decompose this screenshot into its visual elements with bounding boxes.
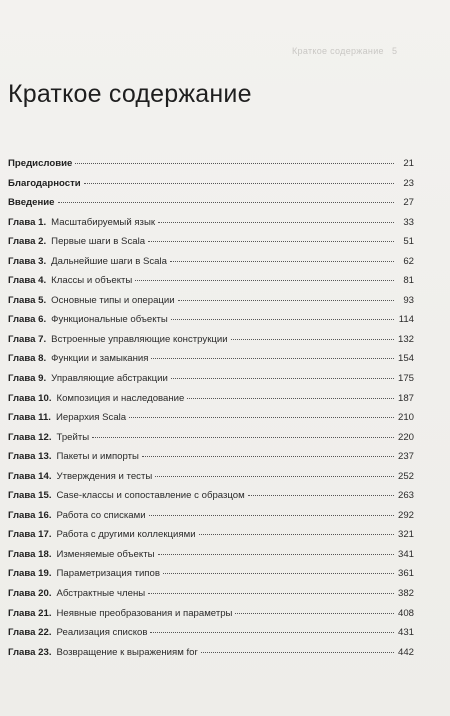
toc-entry (8, 314, 414, 334)
toc-entry-title: Абстрактные члены (56, 588, 146, 600)
toc-entry-page-number: 187 (397, 392, 414, 404)
toc-entry (8, 217, 414, 237)
toc-entry-heading: Глава 12. (8, 431, 52, 443)
toc-entry-page-number: 27 (403, 197, 414, 209)
toc-entry-title: Неявные преобразования и параметры (56, 607, 233, 619)
toc-entry-page-number: 81 (403, 275, 414, 287)
toc-entry-page-number: 51 (403, 236, 414, 248)
toc-entry-heading: Глава 20. (8, 588, 52, 600)
running-head (292, 46, 398, 56)
toc-entry-page-number: 23 (403, 177, 414, 189)
toc-entry-heading: Глава 11. (8, 412, 51, 424)
toc-dot-leader (92, 437, 394, 438)
toc-entry (8, 568, 414, 588)
toc-entry-heading: Глава 14. (8, 470, 52, 482)
toc-entry (8, 236, 414, 256)
table-of-contents (8, 158, 414, 666)
toc-entry-title: Встроенные управляющие конструкции (51, 333, 228, 345)
toc-dot-leader (84, 183, 394, 184)
toc-entry (8, 295, 414, 315)
toc-dot-leader (163, 573, 394, 574)
toc-entry-heading: Глава 9. (8, 373, 47, 385)
toc-dot-leader (235, 613, 394, 614)
toc-entry-heading: Глава 7. (8, 333, 47, 345)
toc-entry-heading: Глава 16. (8, 509, 52, 521)
toc-dot-leader (58, 202, 395, 203)
toc-entry (8, 353, 414, 373)
toc-entry (8, 158, 414, 178)
toc-entry-page-number: 220 (397, 431, 414, 443)
toc-entry-title: Реализация списков (56, 627, 148, 639)
toc-dot-leader (187, 398, 394, 399)
toc-entry (8, 373, 414, 393)
toc-entry-page-number: 408 (397, 607, 414, 619)
toc-entry-page-number: 292 (397, 509, 414, 521)
toc-entry (8, 256, 414, 276)
toc-entry-title: Масштабируемый язык (51, 216, 156, 228)
toc-entry-page-number: 321 (397, 529, 414, 541)
toc-dot-leader (150, 632, 394, 633)
toc-entry-page-number: 21 (403, 158, 414, 169)
toc-entry-page-number: 237 (397, 451, 414, 463)
toc-dot-leader (155, 476, 394, 477)
toc-entry-page-number: 263 (397, 490, 414, 502)
toc-entry-title: Первые шаги в Scala (51, 236, 146, 248)
toc-entry (8, 275, 414, 295)
toc-entry-page-number: 33 (403, 216, 414, 228)
page-title: Краткое содержание (8, 80, 252, 108)
toc-entry-heading: Глава 15. (8, 490, 52, 502)
toc-entry-heading: Глава 2. (8, 236, 47, 248)
running-head-text: Краткое содержание (292, 46, 384, 56)
toc-entry-page-number: 341 (397, 548, 414, 560)
toc-entry-title: Параметризация типов (56, 568, 160, 580)
toc-entry-page-number: 114 (398, 314, 414, 326)
toc-entry (8, 178, 414, 198)
toc-entry-heading: Введение (8, 197, 55, 209)
toc-entry-page-number: 62 (403, 255, 414, 267)
toc-entry-title: Функциональные объекты (51, 314, 168, 326)
toc-entry-title: Изменяемые объекты (56, 548, 155, 560)
toc-dot-leader (148, 593, 394, 594)
toc-entry (8, 490, 414, 510)
toc-entry-title: Функции и замыкания (51, 353, 149, 365)
toc-entry-title: Работа с другими коллекциями (56, 529, 196, 541)
toc-dot-leader (135, 280, 394, 281)
toc-dot-leader (171, 378, 394, 379)
toc-dot-leader (170, 261, 394, 262)
toc-entry-title: Возвращение к выражениям for (56, 646, 198, 658)
toc-entry-heading: Глава 4. (8, 275, 47, 287)
toc-entry-title: Дальнейшие шаги в Scala (51, 255, 167, 267)
toc-entry-heading: Глава 10. (8, 392, 52, 404)
toc-dot-leader (151, 358, 394, 359)
toc-dot-leader (158, 222, 394, 223)
toc-entry-heading: Глава 1. (8, 216, 47, 228)
toc-entry-title: Иерархия Scala (55, 412, 127, 424)
toc-dot-leader (171, 319, 394, 320)
toc-entry-page-number: 132 (397, 333, 414, 345)
toc-entry-page-number: 442 (397, 646, 414, 658)
toc-entry-heading: Глава 6. (8, 314, 47, 326)
toc-dot-leader (149, 515, 394, 516)
toc-entry-page-number: 154 (397, 353, 414, 365)
toc-entry (8, 647, 414, 667)
toc-entry-heading: Глава 23. (8, 646, 52, 658)
toc-dot-leader (201, 652, 394, 653)
toc-entry (8, 432, 414, 452)
toc-entry-title: Трейты (56, 431, 90, 443)
toc-entry-heading: Предисловие (8, 158, 73, 169)
toc-entry-title: Case-классы и сопоставление с образцом (56, 490, 245, 502)
toc-entry-heading: Глава 5. (8, 294, 47, 306)
toc-dot-leader (199, 534, 394, 535)
running-head-page-number: 5 (392, 46, 398, 56)
toc-entry-title: Утверждения и тесты (56, 470, 153, 482)
toc-dot-leader (75, 163, 394, 164)
toc-entry (8, 529, 414, 549)
toc-entry-heading: Глава 19. (8, 568, 52, 580)
toc-dot-leader (158, 554, 395, 555)
toc-entry (8, 588, 414, 608)
toc-entry (8, 471, 414, 491)
toc-entry-title: Классы и объекты (51, 275, 133, 287)
toc-entry-page-number: 210 (397, 412, 414, 424)
toc-entry-page-number: 175 (397, 373, 414, 385)
toc-entry-title: Управляющие абстракции (51, 373, 168, 385)
toc-entry-title: Работа со списками (56, 509, 146, 521)
toc-entry-heading: Глава 8. (8, 353, 47, 365)
toc-dot-leader (142, 456, 394, 457)
toc-entry (8, 549, 414, 569)
toc-entry (8, 451, 414, 471)
toc-entry (8, 608, 414, 628)
toc-entry-title: Пакеты и импорты (56, 451, 139, 463)
toc-entry-heading: Глава 21. (8, 607, 52, 619)
toc-entry (8, 197, 414, 217)
toc-entry-page-number: 382 (397, 588, 414, 600)
toc-entry (8, 627, 414, 647)
toc-dot-leader (231, 339, 394, 340)
toc-entry-page-number: 252 (397, 470, 414, 482)
toc-entry (8, 412, 414, 432)
toc-entry (8, 393, 414, 413)
toc-entry-title: Композиция и наследование (56, 392, 185, 404)
toc-dot-leader (148, 241, 394, 242)
toc-dot-leader (248, 495, 394, 496)
toc-entry-page-number: 431 (397, 627, 414, 639)
toc-entry-title: Основные типы и операции (51, 294, 175, 306)
toc-entry (8, 510, 414, 530)
toc-entry-page-number: 361 (397, 568, 414, 580)
toc-entry-heading: Глава 22. (8, 627, 52, 639)
toc-dot-leader (129, 417, 394, 418)
toc-entry-heading: Глава 17. (8, 529, 52, 541)
toc-entry (8, 334, 414, 354)
toc-entry-page-number: 93 (403, 294, 414, 306)
toc-entry-heading: Глава 18. (8, 548, 52, 560)
toc-entry-heading: Глава 3. (8, 255, 47, 267)
toc-entry-heading: Благодарности (8, 177, 81, 189)
toc-dot-leader (178, 300, 394, 301)
toc-entry-heading: Глава 13. (8, 451, 52, 463)
